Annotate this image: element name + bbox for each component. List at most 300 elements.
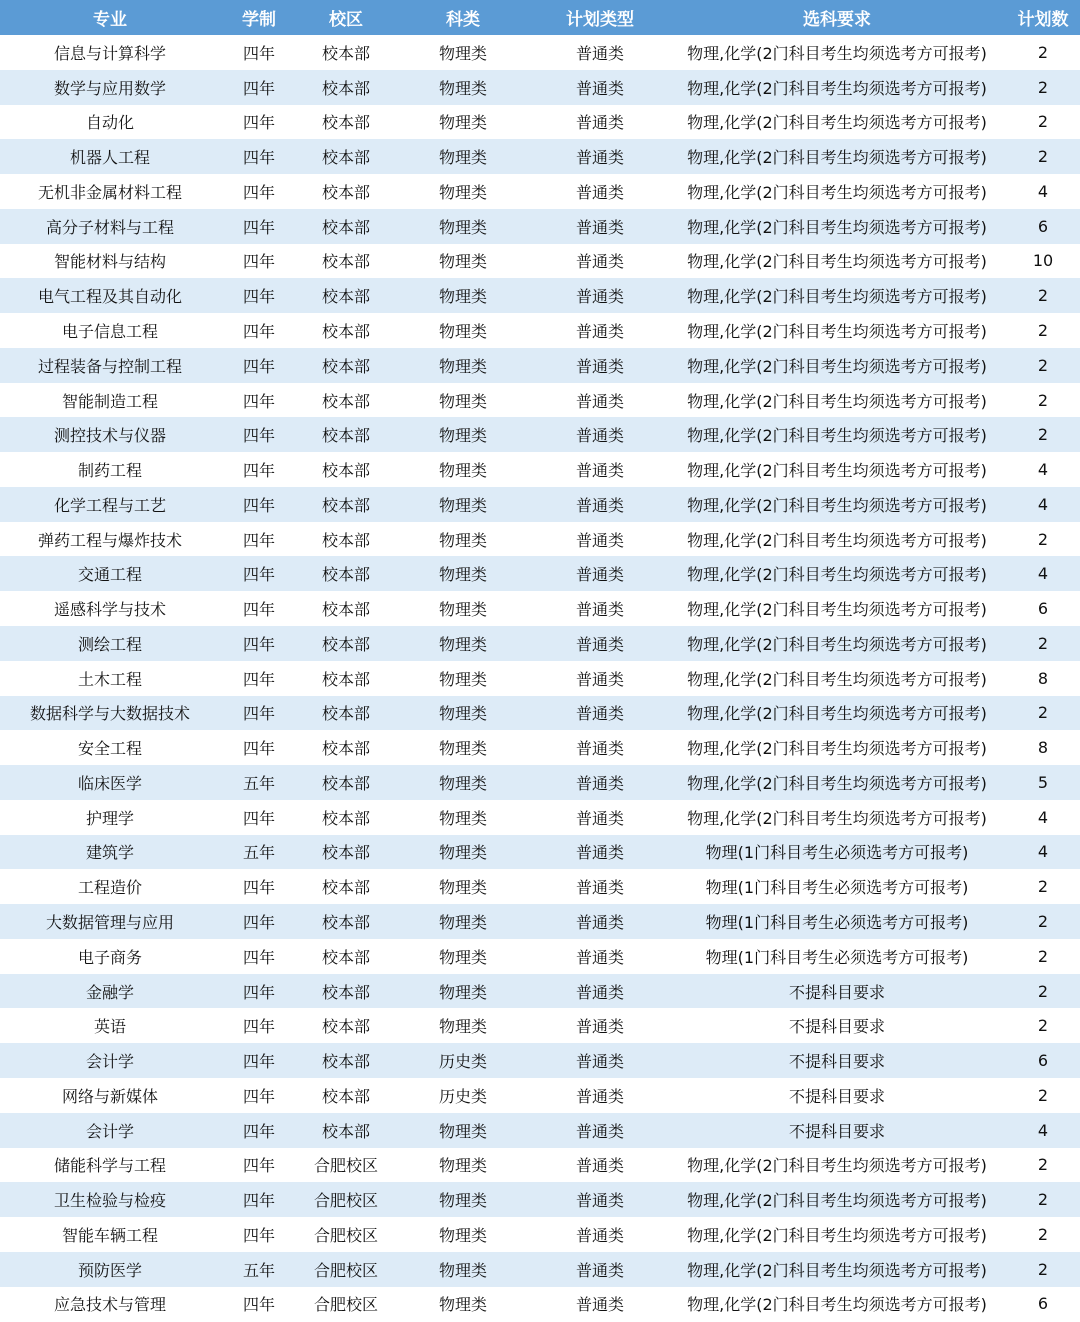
cell-subject-category: 物理类 <box>438 461 487 481</box>
cell-plan-count: 2 <box>1037 77 1049 97</box>
cell-campus: 校本部 <box>321 634 370 654</box>
cell-subject-requirement: 物理,化学(2门科目考生均须选考方可报考) <box>687 217 987 237</box>
cell-duration: 四年 <box>242 1225 275 1245</box>
column-header-campus: 校区 <box>329 10 363 30</box>
cell-duration: 四年 <box>242 495 275 515</box>
cell-major: 信息与计算科学 <box>53 43 166 63</box>
cell-plan-type: 普通类 <box>575 252 624 272</box>
cell-plan-count: 4 <box>1037 1120 1049 1140</box>
cell-plan-type: 普通类 <box>575 391 624 411</box>
cell-major: 数学与应用数学 <box>53 78 166 98</box>
cell-duration: 五年 <box>242 773 275 793</box>
cell-duration: 四年 <box>242 43 275 63</box>
cell-campus: 校本部 <box>321 1086 370 1106</box>
cell-subject-category: 物理类 <box>438 217 487 237</box>
cell-plan-count: 4 <box>1037 807 1049 827</box>
cell-duration: 四年 <box>242 78 275 98</box>
cell-subject-category: 物理类 <box>438 843 487 863</box>
cell-major: 预防医学 <box>77 1260 142 1280</box>
table-row <box>0 835 1080 870</box>
cell-subject-requirement: 物理(1门科目考生必须选考方可报考) <box>705 913 969 933</box>
cell-plan-type: 普通类 <box>575 1191 624 1211</box>
cell-subject-requirement: 物理,化学(2门科目考生均须选考方可报考) <box>687 1156 987 1176</box>
cell-campus: 合肥校区 <box>313 1191 378 1211</box>
table-row <box>0 1078 1080 1113</box>
cell-subject-requirement: 不提科目要求 <box>788 1086 885 1106</box>
cell-subject-category: 物理类 <box>438 252 487 272</box>
cell-subject-category: 物理类 <box>438 148 487 168</box>
cell-duration: 五年 <box>242 1260 275 1280</box>
cell-major: 智能材料与结构 <box>53 252 166 272</box>
cell-subject-requirement: 物理,化学(2门科目考生均须选考方可报考) <box>687 808 987 828</box>
cell-plan-type: 普通类 <box>575 1017 624 1037</box>
cell-campus: 校本部 <box>321 565 370 585</box>
cell-plan-type: 普通类 <box>575 495 624 515</box>
table-row <box>0 70 1080 105</box>
cell-subject-requirement: 物理,化学(2门科目考生均须选考方可报考) <box>687 739 987 759</box>
cell-plan-type: 普通类 <box>575 113 624 133</box>
cell-subject-category: 物理类 <box>438 113 487 133</box>
cell-plan-type: 普通类 <box>575 634 624 654</box>
cell-plan-count: 2 <box>1037 1259 1049 1279</box>
cell-major: 智能制造工程 <box>61 391 158 411</box>
cell-subject-category: 物理类 <box>438 878 487 898</box>
cell-campus: 校本部 <box>321 461 370 481</box>
table-row <box>0 244 1080 279</box>
cell-plan-count: 4 <box>1037 460 1049 480</box>
cell-duration: 四年 <box>242 1156 275 1176</box>
cell-campus: 校本部 <box>321 878 370 898</box>
cell-subject-category: 历史类 <box>438 1052 487 1072</box>
table-row <box>0 313 1080 348</box>
cell-subject-category: 物理类 <box>438 391 487 411</box>
cell-duration: 四年 <box>242 982 275 1002</box>
cell-subject-requirement: 物理(1门科目考生必须选考方可报考) <box>705 878 969 898</box>
cell-plan-count: 2 <box>1037 1085 1049 1105</box>
column-header-duration: 学制 <box>242 10 276 30</box>
cell-plan-count: 2 <box>1037 1155 1049 1175</box>
cell-campus: 校本部 <box>321 78 370 98</box>
table-row <box>0 626 1080 661</box>
cell-subject-category: 物理类 <box>438 565 487 585</box>
table-row <box>0 348 1080 383</box>
cell-duration: 四年 <box>242 356 275 376</box>
cell-subject-category: 物理类 <box>438 1191 487 1211</box>
cell-campus: 校本部 <box>321 182 370 202</box>
cell-duration: 四年 <box>242 182 275 202</box>
cell-campus: 合肥校区 <box>313 1156 378 1176</box>
table-row <box>0 522 1080 557</box>
cell-duration: 四年 <box>242 426 275 446</box>
cell-major: 电气工程及其自动化 <box>37 287 182 307</box>
cell-duration: 四年 <box>242 808 275 828</box>
cell-plan-type: 普通类 <box>575 1052 624 1072</box>
cell-major: 卫生检验与检疫 <box>53 1191 166 1211</box>
cell-plan-type: 普通类 <box>575 565 624 585</box>
column-header-plan-count: 计划数 <box>1017 10 1069 30</box>
cell-plan-count: 6 <box>1037 599 1049 619</box>
cell-plan-count: 4 <box>1037 181 1049 201</box>
cell-campus: 校本部 <box>321 426 370 446</box>
cell-duration: 四年 <box>242 217 275 237</box>
cell-subject-requirement: 物理,化学(2门科目考生均须选考方可报考) <box>687 1295 987 1315</box>
cell-subject-requirement: 物理,化学(2门科目考生均须选考方可报考) <box>687 530 987 550</box>
cell-plan-type: 普通类 <box>575 1295 624 1315</box>
cell-plan-count: 4 <box>1037 842 1049 862</box>
table-row <box>0 278 1080 313</box>
cell-plan-count: 2 <box>1037 703 1049 723</box>
cell-duration: 四年 <box>242 391 275 411</box>
table-row <box>0 1113 1080 1148</box>
cell-plan-type: 普通类 <box>575 600 624 620</box>
cell-duration: 四年 <box>242 1052 275 1072</box>
cell-campus: 校本部 <box>321 1121 370 1141</box>
table-row <box>0 869 1080 904</box>
cell-subject-category: 物理类 <box>438 808 487 828</box>
cell-subject-requirement: 物理,化学(2门科目考生均须选考方可报考) <box>687 1191 987 1211</box>
cell-subject-category: 物理类 <box>438 739 487 759</box>
cell-duration: 四年 <box>242 287 275 307</box>
cell-subject-requirement: 物理,化学(2门科目考生均须选考方可报考) <box>687 1225 987 1245</box>
cell-duration: 四年 <box>242 704 275 724</box>
cell-subject-category: 物理类 <box>438 1260 487 1280</box>
cell-duration: 四年 <box>242 322 275 341</box>
cell-major: 电子商务 <box>77 947 142 967</box>
table-body <box>0 35 1080 1321</box>
cell-duration: 四年 <box>242 878 275 898</box>
cell-subject-category: 物理类 <box>438 704 487 724</box>
cell-major: 应急技术与管理 <box>53 1295 166 1315</box>
cell-subject-requirement: 物理,化学(2门科目考生均须选考方可报考) <box>687 704 987 724</box>
table-row <box>0 139 1080 174</box>
cell-campus: 校本部 <box>321 808 370 828</box>
cell-subject-requirement: 物理,化学(2门科目考生均须选考方可报考) <box>687 148 987 168</box>
cell-plan-count: 2 <box>1037 981 1049 1001</box>
cell-subject-requirement: 物理,化学(2门科目考生均须选考方可报考) <box>687 669 987 689</box>
cell-subject-category: 历史类 <box>438 1086 487 1106</box>
cell-campus: 校本部 <box>321 217 370 237</box>
cell-campus: 校本部 <box>321 252 370 272</box>
cell-subject-requirement: 物理,化学(2门科目考生均须选考方可报考) <box>687 322 987 341</box>
cell-duration: 四年 <box>242 461 275 481</box>
table-row <box>0 452 1080 487</box>
cell-plan-count: 2 <box>1037 425 1049 445</box>
cell-subject-requirement: 物理,化学(2门科目考生均须选考方可报考) <box>687 461 987 481</box>
cell-subject-requirement: 物理(1门科目考生必须选考方可报考) <box>705 843 969 863</box>
cell-major: 制药工程 <box>77 461 142 481</box>
cell-subject-requirement: 物理,化学(2门科目考生均须选考方可报考) <box>687 495 987 515</box>
cell-plan-count: 4 <box>1037 564 1049 584</box>
cell-major: 高分子材料与工程 <box>45 217 174 237</box>
cell-plan-count: 8 <box>1037 668 1049 688</box>
cell-subject-requirement: 不提科目要求 <box>788 1121 885 1141</box>
cell-major: 机器人工程 <box>69 148 150 168</box>
column-header-major: 专业 <box>93 10 127 30</box>
cell-plan-count: 2 <box>1037 529 1049 549</box>
table-row <box>0 1043 1080 1078</box>
cell-plan-type: 普通类 <box>575 947 624 967</box>
table-row <box>0 939 1080 974</box>
cell-subject-requirement: 物理,化学(2门科目考生均须选考方可报考) <box>687 773 987 793</box>
table-row <box>0 1217 1080 1252</box>
cell-campus: 校本部 <box>321 391 370 411</box>
column-header-subject-category: 科类 <box>446 10 480 30</box>
table-row <box>0 1252 1080 1287</box>
cell-plan-count: 8 <box>1037 738 1049 758</box>
cell-subject-category: 物理类 <box>438 634 487 654</box>
cell-major: 护理学 <box>85 808 134 828</box>
table-row <box>0 661 1080 696</box>
cell-plan-count: 2 <box>1037 42 1049 62</box>
cell-major: 自动化 <box>85 113 134 133</box>
cell-major: 测控技术与仪器 <box>53 426 166 446</box>
cell-plan-count: 5 <box>1037 772 1049 792</box>
table-row <box>0 556 1080 591</box>
cell-campus: 校本部 <box>321 1052 370 1072</box>
cell-campus: 合肥校区 <box>313 1295 378 1315</box>
cell-major: 化学工程与工艺 <box>53 495 166 515</box>
cell-major: 会计学 <box>85 1121 134 1141</box>
cell-subject-category: 物理类 <box>438 1156 487 1176</box>
cell-subject-requirement: 不提科目要求 <box>788 1052 885 1072</box>
cell-subject-requirement: 物理,化学(2门科目考生均须选考方可报考) <box>687 43 987 63</box>
cell-plan-type: 普通类 <box>575 1260 624 1280</box>
cell-duration: 四年 <box>242 947 275 967</box>
cell-major: 会计学 <box>85 1052 134 1072</box>
cell-subject-requirement: 不提科目要求 <box>788 1017 885 1037</box>
cell-plan-type: 普通类 <box>575 461 624 481</box>
cell-plan-type: 普通类 <box>575 356 624 376</box>
cell-plan-count: 6 <box>1037 216 1049 236</box>
table-header <box>0 0 1080 35</box>
cell-subject-category: 物理类 <box>438 1017 487 1037</box>
cell-duration: 四年 <box>242 565 275 585</box>
cell-plan-type: 普通类 <box>575 773 624 793</box>
cell-subject-category: 物理类 <box>438 1121 487 1141</box>
cell-campus: 校本部 <box>321 148 370 168</box>
cell-campus: 校本部 <box>321 495 370 515</box>
cell-major: 工程造价 <box>77 878 142 898</box>
cell-plan-type: 普通类 <box>575 1086 624 1106</box>
cell-subject-category: 物理类 <box>438 669 487 689</box>
cell-subject-requirement: 物理,化学(2门科目考生均须选考方可报考) <box>687 252 987 272</box>
cell-major: 数据科学与大数据技术 <box>29 704 190 724</box>
cell-major: 储能科学与工程 <box>53 1156 166 1176</box>
cell-subject-requirement: 物理,化学(2门科目考生均须选考方可报考) <box>687 356 987 376</box>
cell-campus: 校本部 <box>321 773 370 793</box>
cell-subject-category: 物理类 <box>438 947 487 967</box>
cell-campus: 校本部 <box>321 913 370 933</box>
cell-major: 过程装备与控制工程 <box>37 356 182 376</box>
cell-subject-requirement: 物理,化学(2门科目考生均须选考方可报考) <box>687 78 987 98</box>
cell-plan-type: 普通类 <box>575 43 624 63</box>
cell-duration: 四年 <box>242 1086 275 1106</box>
table-row <box>0 1182 1080 1217</box>
cell-campus: 校本部 <box>321 113 370 133</box>
cell-duration: 四年 <box>242 148 275 168</box>
cell-major: 安全工程 <box>77 739 142 759</box>
cell-duration: 四年 <box>242 252 275 272</box>
table-row <box>0 209 1080 244</box>
table-row <box>0 765 1080 800</box>
cell-campus: 校本部 <box>321 704 370 724</box>
cell-plan-type: 普通类 <box>575 217 624 237</box>
cell-plan-count: 10 <box>1032 251 1054 271</box>
cell-major: 临床医学 <box>77 773 142 793</box>
cell-plan-count: 2 <box>1037 321 1049 340</box>
cell-subject-category: 物理类 <box>438 287 487 307</box>
cell-plan-type: 普通类 <box>575 182 624 202</box>
cell-major: 交通工程 <box>77 565 142 585</box>
cell-subject-category: 物理类 <box>438 356 487 376</box>
header-row <box>0 0 1080 35</box>
table-row <box>0 800 1080 835</box>
cell-campus: 校本部 <box>321 739 370 759</box>
column-header-subject-requirement: 选科要求 <box>803 10 871 30</box>
cell-campus: 校本部 <box>321 1017 370 1037</box>
cell-subject-category: 物理类 <box>438 495 487 515</box>
table-row <box>0 105 1080 140</box>
cell-plan-type: 普通类 <box>575 78 624 98</box>
table-row <box>0 174 1080 209</box>
cell-subject-category: 物理类 <box>438 1295 487 1315</box>
cell-subject-category: 物理类 <box>438 1225 487 1245</box>
table-row <box>0 1148 1080 1183</box>
cell-plan-type: 普通类 <box>575 530 624 550</box>
cell-major: 电子信息工程 <box>61 322 158 341</box>
cell-subject-category: 物理类 <box>438 43 487 63</box>
table-row <box>0 383 1080 418</box>
cell-subject-requirement: 物理,化学(2门科目考生均须选考方可报考) <box>687 565 987 585</box>
cell-duration: 四年 <box>242 530 275 550</box>
cell-subject-category: 物理类 <box>438 426 487 446</box>
table-row <box>0 696 1080 731</box>
cell-campus: 校本部 <box>321 982 370 1002</box>
cell-plan-count: 2 <box>1037 1016 1049 1036</box>
cell-duration: 四年 <box>242 913 275 933</box>
cell-plan-type: 普通类 <box>575 426 624 446</box>
cell-campus: 校本部 <box>321 356 370 376</box>
cell-subject-category: 物理类 <box>438 913 487 933</box>
cell-plan-count: 2 <box>1037 633 1049 653</box>
cell-major: 土木工程 <box>77 669 142 689</box>
cell-plan-type: 普通类 <box>575 808 624 828</box>
cell-plan-count: 2 <box>1037 390 1049 410</box>
cell-plan-type: 普通类 <box>575 148 624 168</box>
cell-major: 建筑学 <box>85 843 134 863</box>
table-row <box>0 487 1080 522</box>
cell-campus: 合肥校区 <box>313 1260 378 1280</box>
cell-plan-type: 普通类 <box>575 843 624 863</box>
cell-major: 网络与新媒体 <box>61 1086 158 1106</box>
cell-duration: 四年 <box>242 1295 275 1315</box>
cell-plan-count: 2 <box>1037 912 1049 932</box>
cell-plan-count: 2 <box>1037 112 1049 132</box>
cell-campus: 校本部 <box>321 322 370 341</box>
table-row <box>0 904 1080 939</box>
cell-subject-category: 物理类 <box>438 773 487 793</box>
table-row <box>0 1287 1080 1322</box>
cell-campus: 校本部 <box>321 43 370 63</box>
cell-plan-type: 普通类 <box>575 739 624 759</box>
cell-plan-count: 2 <box>1037 355 1049 375</box>
cell-duration: 四年 <box>242 600 275 620</box>
cell-plan-count: 2 <box>1037 1190 1049 1210</box>
cell-plan-type: 普通类 <box>575 878 624 898</box>
cell-major: 智能车辆工程 <box>61 1225 158 1245</box>
cell-subject-requirement: 物理,化学(2门科目考生均须选考方可报考) <box>687 287 987 307</box>
cell-plan-type: 普通类 <box>575 322 624 341</box>
cell-plan-count: 6 <box>1037 1051 1049 1071</box>
cell-subject-category: 物理类 <box>438 182 487 202</box>
cell-subject-category: 物理类 <box>438 982 487 1002</box>
table-row <box>0 591 1080 626</box>
cell-plan-type: 普通类 <box>575 1156 624 1176</box>
cell-campus: 校本部 <box>321 843 370 863</box>
cell-major: 测绘工程 <box>77 634 142 654</box>
cell-campus: 校本部 <box>321 669 370 689</box>
cell-plan-type: 普通类 <box>575 704 624 724</box>
cell-campus: 校本部 <box>321 600 370 620</box>
cell-major: 弹药工程与爆炸技术 <box>37 530 182 550</box>
cell-subject-requirement: 不提科目要求 <box>788 982 885 1002</box>
table-row <box>0 35 1080 70</box>
cell-plan-type: 普通类 <box>575 669 624 689</box>
cell-subject-requirement: 物理(1门科目考生必须选考方可报考) <box>705 947 969 967</box>
cell-subject-requirement: 物理,化学(2门科目考生均须选考方可报考) <box>687 1260 987 1280</box>
cell-duration: 四年 <box>242 1121 275 1141</box>
cell-subject-requirement: 物理,化学(2门科目考生均须选考方可报考) <box>687 113 987 133</box>
cell-plan-count: 2 <box>1037 1224 1049 1244</box>
cell-subject-category: 物理类 <box>438 600 487 620</box>
cell-duration: 四年 <box>242 669 275 689</box>
cell-plan-type: 普通类 <box>575 913 624 933</box>
cell-plan-type: 普通类 <box>575 982 624 1002</box>
cell-major: 英语 <box>93 1017 126 1037</box>
table-row <box>0 974 1080 1009</box>
cell-campus: 校本部 <box>321 530 370 550</box>
table-row <box>0 1008 1080 1043</box>
cell-plan-type: 普通类 <box>575 287 624 307</box>
cell-duration: 五年 <box>242 843 275 863</box>
column-header-plan-type: 计划类型 <box>566 10 634 30</box>
cell-major: 大数据管理与应用 <box>45 913 174 933</box>
cell-plan-count: 6 <box>1037 1294 1049 1314</box>
cell-plan-count: 2 <box>1037 877 1049 897</box>
cell-duration: 四年 <box>242 739 275 759</box>
cell-subject-category: 物理类 <box>438 322 487 341</box>
cell-plan-type: 普通类 <box>575 1121 624 1141</box>
cell-subject-category: 物理类 <box>438 530 487 550</box>
cell-duration: 四年 <box>242 634 275 654</box>
cell-campus: 校本部 <box>321 287 370 307</box>
cell-duration: 四年 <box>242 113 275 133</box>
cell-major: 金融学 <box>85 982 134 1002</box>
cell-campus: 合肥校区 <box>313 1225 378 1245</box>
cell-campus: 校本部 <box>321 947 370 967</box>
cell-plan-count: 2 <box>1037 946 1049 966</box>
cell-subject-requirement: 物理,化学(2门科目考生均须选考方可报考) <box>687 182 987 202</box>
table-row <box>0 730 1080 765</box>
cell-plan-type: 普通类 <box>575 1225 624 1245</box>
cell-subject-requirement: 物理,化学(2门科目考生均须选考方可报考) <box>687 426 987 446</box>
cell-major: 遥感科学与技术 <box>53 600 166 620</box>
cell-subject-requirement: 物理,化学(2门科目考生均须选考方可报考) <box>687 634 987 654</box>
cell-plan-count: 4 <box>1037 494 1049 514</box>
cell-subject-requirement: 物理,化学(2门科目考生均须选考方可报考) <box>687 600 987 620</box>
cell-plan-count: 2 <box>1037 147 1049 167</box>
cell-plan-count: 2 <box>1037 286 1049 306</box>
